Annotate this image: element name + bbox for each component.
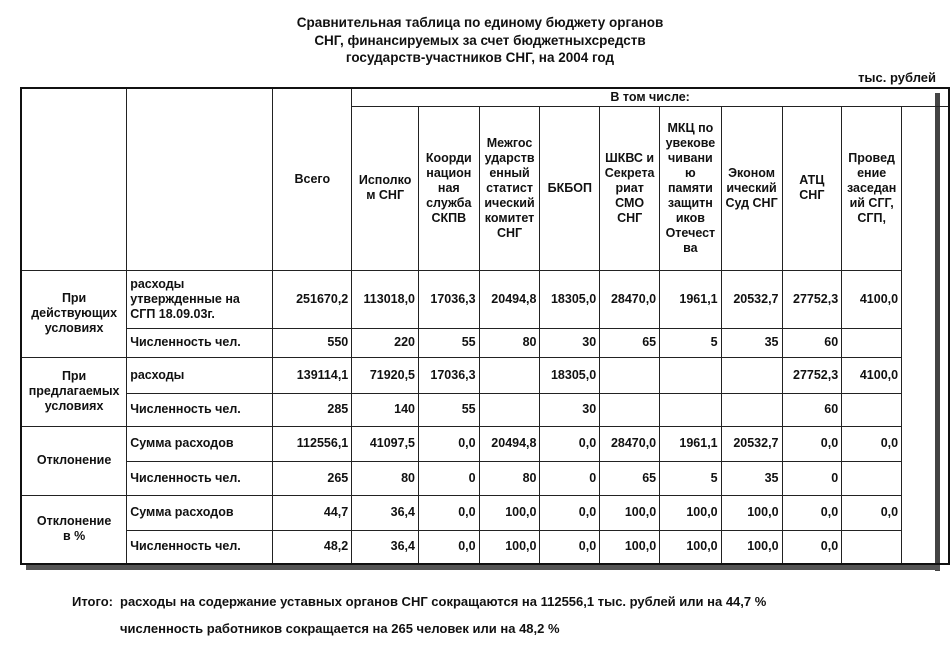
value-cell: 4100,0 xyxy=(842,357,902,393)
row-label xyxy=(127,328,273,357)
column-header-line: заседан xyxy=(846,180,897,195)
row-label xyxy=(127,393,273,426)
column-header-line: СГП, xyxy=(857,210,886,225)
column-header-line: Отечест xyxy=(665,225,716,240)
table-row xyxy=(21,530,949,564)
title-line: СНГ, финансируемых за счет бюджетныхсредств xyxy=(314,32,646,48)
row-group-label-line: При xyxy=(61,369,87,383)
column-header-line: увекове xyxy=(665,135,716,150)
column-header-line: служба xyxy=(426,195,472,210)
row-label-line: Сумма расходов xyxy=(130,505,234,519)
row-label-line: Численность чел. xyxy=(130,539,241,554)
value-cell: 5 xyxy=(660,328,721,357)
table-row xyxy=(21,270,949,328)
title-line: Сравнительная таблица по единому бюджету органов xyxy=(296,15,664,30)
column-header-line: СНГ xyxy=(496,225,523,240)
header-row-top xyxy=(21,88,949,106)
summary-line xyxy=(72,615,766,642)
table-shadow xyxy=(26,565,940,570)
value-cell xyxy=(600,393,660,426)
column-header xyxy=(600,106,660,270)
value-cell: 5 xyxy=(660,461,721,495)
summary-label: Итого: xyxy=(72,594,113,609)
table-row xyxy=(21,393,949,426)
row-group-label-line: в % xyxy=(62,529,86,544)
row-label-line: СГП 18.09.03г. xyxy=(130,306,215,321)
document-title xyxy=(250,14,710,67)
value-cell: 100,0 xyxy=(600,495,660,530)
value-cell xyxy=(842,393,902,426)
column-header-line: БКБОП xyxy=(547,180,592,195)
column-header-line: СКПВ xyxy=(431,210,467,225)
column-header-line: СМО xyxy=(615,195,645,210)
column-header xyxy=(660,106,721,270)
value-cell: 113018,0 xyxy=(352,270,419,328)
table-row xyxy=(21,357,949,393)
column-header-line: Эконом xyxy=(728,165,776,180)
column-header-line: Секрета xyxy=(604,165,655,180)
value-cell: 20494,8 xyxy=(479,270,540,328)
summary-text: расходы на содержание уставных органов СНГ сокращаются на 112556,1 тыс. рублей или на 44,7 % xyxy=(120,594,767,609)
row-group-label xyxy=(21,357,127,426)
total-cell: 139114,1 xyxy=(273,357,352,393)
value-cell: 1961,1 xyxy=(660,270,721,328)
value-cell xyxy=(842,328,902,357)
total-cell: 265 xyxy=(273,461,352,495)
column-header-line: ий СГГ, xyxy=(849,195,894,210)
column-header-line: иков xyxy=(675,210,705,225)
value-cell: 20494,8 xyxy=(479,426,540,461)
row-label xyxy=(127,495,273,530)
total-cell: 44,7 xyxy=(273,495,352,530)
row-group-label xyxy=(21,426,127,495)
value-cell: 100,0 xyxy=(600,530,660,564)
column-header-line: СНГ xyxy=(617,210,643,225)
column-header-line: АТЦ xyxy=(799,173,825,187)
units-label: тыс. рублей xyxy=(858,70,936,85)
column-header-line: статист xyxy=(486,180,533,195)
value-cell: 35 xyxy=(721,461,782,495)
value-cell: 36,4 xyxy=(352,495,419,530)
value-cell: 100,0 xyxy=(721,530,782,564)
value-cell: 0,0 xyxy=(842,495,902,530)
column-header-line: национ xyxy=(426,165,472,180)
row-label xyxy=(127,530,273,564)
column-header xyxy=(352,106,419,270)
row-group-label-line: При xyxy=(61,291,87,305)
value-cell: 0,0 xyxy=(419,426,480,461)
row-group-label-line: действующих xyxy=(31,306,118,320)
row-group-label-line: условиях xyxy=(44,399,104,413)
value-cell: 28470,0 xyxy=(600,270,660,328)
column-header-line: ический xyxy=(726,180,777,195)
value-cell xyxy=(721,393,782,426)
value-cell: 17036,3 xyxy=(419,357,480,393)
value-cell: 55 xyxy=(419,393,480,426)
budget-table xyxy=(20,87,950,565)
total-cell: 112556,1 xyxy=(273,426,352,461)
value-cell: 71920,5 xyxy=(352,357,419,393)
value-cell: 60 xyxy=(782,328,842,357)
column-header-line: Суд СНГ xyxy=(725,195,778,210)
value-cell xyxy=(660,357,721,393)
row-label-line: Сумма расходов xyxy=(130,436,234,450)
column-header-line: ШКВС и xyxy=(605,150,655,165)
value-cell: 0,0 xyxy=(419,495,480,530)
column-header-line: ический xyxy=(484,195,535,210)
value-cell: 0 xyxy=(782,461,842,495)
value-cell: 220 xyxy=(352,328,419,357)
row-label-line: утвержденные на xyxy=(130,291,240,306)
value-cell: 30 xyxy=(540,393,600,426)
value-cell xyxy=(660,393,721,426)
value-cell: 0,0 xyxy=(842,426,902,461)
value-cell: 60 xyxy=(782,393,842,426)
table-row xyxy=(21,328,949,357)
table-row xyxy=(21,426,949,461)
value-cell: 28470,0 xyxy=(600,426,660,461)
value-cell: 0,0 xyxy=(782,495,842,530)
value-cell: 20532,7 xyxy=(721,426,782,461)
header-total: Всего xyxy=(273,88,352,270)
column-header-line: СНГ xyxy=(799,188,825,202)
column-header xyxy=(721,106,782,270)
row-group-label-line: условиях xyxy=(44,321,104,335)
column-header-line: Межгос xyxy=(486,135,533,150)
total-cell: 48,2 xyxy=(273,530,352,564)
value-cell: 100,0 xyxy=(660,530,721,564)
column-header xyxy=(782,106,842,270)
row-label-line: Численность чел. xyxy=(130,402,241,416)
value-cell: 65 xyxy=(600,328,660,357)
column-header-line: Провед xyxy=(848,150,895,165)
value-cell: 80 xyxy=(352,461,419,495)
summary xyxy=(72,588,766,642)
value-cell: 1961,1 xyxy=(660,426,721,461)
column-header-line: Исполко xyxy=(358,173,412,187)
value-cell: 36,4 xyxy=(352,530,419,564)
row-label xyxy=(127,357,273,393)
value-cell: 18305,0 xyxy=(540,357,600,393)
value-cell: 0,0 xyxy=(782,530,842,564)
value-cell: 140 xyxy=(352,393,419,426)
column-header-line: ударств xyxy=(484,150,535,165)
column-header-line: ение xyxy=(857,165,887,180)
column-header-line: памяти xyxy=(667,180,713,195)
value-cell: 0 xyxy=(540,461,600,495)
summary-text: численность работников сокращается на 265 человек или на 48,2 % xyxy=(120,621,560,636)
value-cell: 18305,0 xyxy=(540,270,600,328)
value-cell xyxy=(721,357,782,393)
row-label xyxy=(127,270,273,328)
value-cell: 100,0 xyxy=(479,495,540,530)
column-header-line: чивани xyxy=(668,150,713,165)
summary-line xyxy=(72,588,766,615)
value-cell: 27752,3 xyxy=(782,270,842,328)
value-cell: 0,0 xyxy=(540,426,600,461)
value-cell: 80 xyxy=(479,328,540,357)
header-empty-cell xyxy=(127,88,273,270)
row-group-label-line: Отклонение xyxy=(36,514,112,529)
value-cell: 0 xyxy=(419,461,480,495)
value-cell: 35 xyxy=(721,328,782,357)
column-header xyxy=(540,106,600,270)
column-header-line: риат xyxy=(615,180,644,195)
row-label-line: расходы xyxy=(130,367,185,382)
value-cell: 0,0 xyxy=(782,426,842,461)
value-cell: 100,0 xyxy=(479,530,540,564)
value-cell: 0,0 xyxy=(419,530,480,564)
column-header-line: м СНГ xyxy=(366,188,405,202)
value-cell: 0,0 xyxy=(540,530,600,564)
value-cell xyxy=(600,357,660,393)
value-cell: 4100,0 xyxy=(842,270,902,328)
value-cell: 80 xyxy=(479,461,540,495)
value-cell xyxy=(479,393,540,426)
column-header-line: защитн xyxy=(667,195,713,210)
column-header xyxy=(419,106,480,270)
value-cell: 20532,7 xyxy=(721,270,782,328)
value-cell: 55 xyxy=(419,328,480,357)
column-header-line: енный xyxy=(489,165,530,180)
total-cell: 251670,2 xyxy=(273,270,352,328)
column-header-line: ная xyxy=(437,180,460,195)
value-cell: 65 xyxy=(600,461,660,495)
row-group-label xyxy=(21,270,127,357)
column-header-line: комитет xyxy=(484,210,535,225)
value-cell xyxy=(842,461,902,495)
value-cell: 17036,3 xyxy=(419,270,480,328)
column-header-line: Коорди xyxy=(425,150,472,165)
value-cell xyxy=(479,357,540,393)
value-cell: 0,0 xyxy=(540,495,600,530)
total-cell: 285 xyxy=(273,393,352,426)
row-group-label xyxy=(21,495,127,564)
value-cell xyxy=(842,530,902,564)
row-label-line: Численность чел. xyxy=(130,470,241,485)
row-label xyxy=(127,426,273,461)
table-row xyxy=(21,495,949,530)
column-header-line: ва xyxy=(683,240,698,255)
total-cell: 550 xyxy=(273,328,352,357)
value-cell: 27752,3 xyxy=(782,357,842,393)
row-label-line: Численность чел. xyxy=(130,335,241,349)
value-cell: 100,0 xyxy=(721,495,782,530)
column-header-line: МКЦ по xyxy=(667,120,714,135)
row-label-line: расходы xyxy=(130,276,185,291)
row-group-label-line: предлагаемых xyxy=(28,384,120,398)
value-cell: 30 xyxy=(540,328,600,357)
table-row xyxy=(21,461,949,495)
column-header-line: ю xyxy=(685,165,696,180)
title-line: государств-участников СНГ, на 2004 год xyxy=(345,50,615,65)
header-including: В том числе: xyxy=(352,88,949,106)
header-empty-cell xyxy=(21,88,127,270)
column-header xyxy=(479,106,540,270)
row-label xyxy=(127,461,273,495)
value-cell: 100,0 xyxy=(660,495,721,530)
value-cell: 41097,5 xyxy=(352,426,419,461)
row-group-label-line: Отклонение xyxy=(36,453,112,467)
column-header xyxy=(842,106,902,270)
